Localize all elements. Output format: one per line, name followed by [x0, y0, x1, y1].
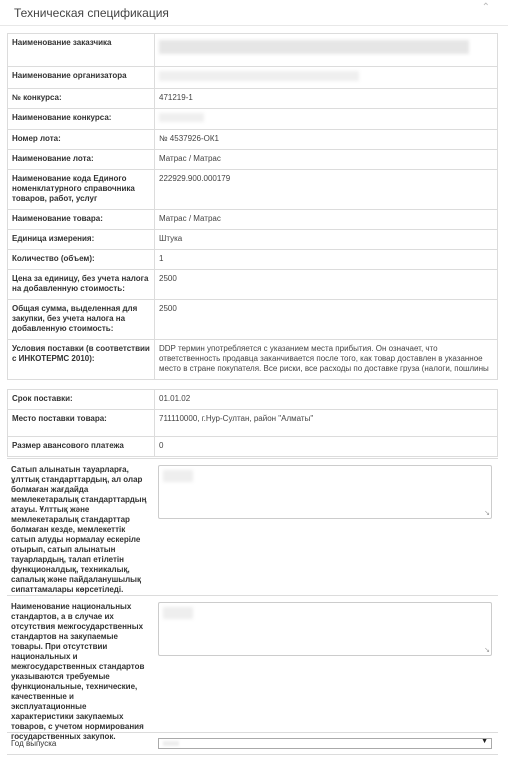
redacted-value — [159, 71, 359, 81]
table-row — [8, 390, 498, 410]
table-row — [8, 150, 498, 170]
resize-grip-icon[interactable]: ↘ — [484, 647, 490, 654]
goods-value: Матрас / Матрас — [155, 210, 498, 230]
kz-standards-label: Сатып алынатын тауарларға, ұлттық стандарттардың, ал олар болмаған жағдайда мемлекетаралық стандарттардың атауы. Ұлттық және мемлекетаралық стандарттар болмаған кезде, мемлекеттік сатып алуды нормалау ескеріле отырып, сатып алынатын тауарлардың, талап етілетін функционалдық, техникалық, сапалық және пайдаланушылық сипаттамалары көрсетіледі. — [11, 465, 147, 594]
list-item — [7, 733, 498, 755]
ru-standards-textarea[interactable] — [158, 602, 492, 656]
table-row — [8, 437, 498, 457]
lot-no-value: № 4537926-ОК1 — [155, 130, 498, 150]
customer-label: Наименование заказчика — [8, 34, 155, 67]
table-row — [8, 410, 498, 437]
resize-grip-icon[interactable]: ↘ — [484, 510, 490, 517]
advance-value: 0 — [155, 437, 498, 457]
spec-table — [7, 33, 498, 457]
contest-no-value: 471219-1 — [155, 89, 498, 109]
customer-value — [155, 34, 498, 67]
contest-no-label: № конкурса: — [8, 89, 155, 109]
term-value: 01.01.02 — [155, 390, 498, 410]
place-value: 711110000, г.Нур-Султан, район "Алматы" — [155, 410, 498, 437]
table-row — [8, 210, 498, 230]
incoterms-value: DDP термин употребляется с указанием места прибытия. Он означает, что ответственность продавца заканчивается после того, как товар доставлен в указанное место в стране покупателя. Все риски, все расходы по доставке груза (налоги, пошлины — [155, 340, 498, 380]
table-row — [8, 250, 498, 270]
qty-label: Количество (объем): — [8, 250, 155, 270]
page-title: Техническая спецификация — [14, 6, 169, 20]
list-item — [7, 459, 498, 596]
unit-value: Штука — [155, 230, 498, 250]
table-row — [8, 89, 498, 109]
table-row — [8, 67, 498, 89]
price-value: 2500 — [155, 270, 498, 300]
list-item — [7, 596, 498, 741]
ru-standards-label: Наименование национальных стандартов, а в случае их отсутствия межгосударственных стандартов на закупаемые товары. При отсутствии национальных и межгосударственных стандартов указываются требуемые функциональные, технические, качественные и эксплуатационные характеристики закупаемых товаров, с учетом нормирования государственных закупок. — [11, 602, 145, 741]
total-label: Общая сумма, выделенная для закупки, без учета налога на добавленную стоимость: — [8, 300, 155, 340]
lot-name-label: Наименование лота: — [8, 150, 155, 170]
panel-header — [0, 0, 508, 26]
standards-section — [7, 458, 498, 755]
table-row — [8, 340, 498, 380]
contest-name-value — [155, 109, 498, 130]
code-value: 222929.900.000179 — [155, 170, 498, 210]
year-label: Год выпуска — [11, 739, 57, 748]
table-row — [8, 170, 498, 210]
chevron-up-icon[interactable]: ⌃ — [481, 2, 490, 13]
year-select[interactable] — [158, 738, 492, 749]
goods-label: Наименование товара: — [8, 210, 155, 230]
lot-no-label: Номер лота: — [8, 130, 155, 150]
place-label: Место поставки товара: — [8, 410, 155, 437]
term-label: Срок поставки: — [8, 390, 155, 410]
redacted-value — [159, 40, 469, 54]
contest-name-label: Наименование конкурса: — [8, 109, 155, 130]
caret-down-icon: ▼ — [481, 738, 488, 745]
advance-label: Размер авансового платежа — [8, 437, 155, 457]
code-label: Наименование кода Единого номенклатурного справочника товаров, работ, услуг — [8, 170, 155, 210]
table-row — [8, 230, 498, 250]
table-row — [8, 300, 498, 340]
table-row — [8, 34, 498, 67]
organizer-value — [155, 67, 498, 89]
price-label: Цена за единицу, без учета налога на добавленную стоимость: — [8, 270, 155, 300]
kz-standards-textarea[interactable] — [158, 465, 492, 519]
redacted-value — [159, 113, 204, 122]
incoterms-label: Условия поставки (в соответствии с ИНКОТЕРМС 2010): — [8, 340, 155, 380]
lot-name-value: Матрас / Матрас — [155, 150, 498, 170]
organizer-label: Наименование организатора — [8, 67, 155, 89]
table-row — [8, 109, 498, 130]
table-row — [8, 270, 498, 300]
table-row — [8, 130, 498, 150]
qty-value: 1 — [155, 250, 498, 270]
unit-label: Единица измерения: — [8, 230, 155, 250]
total-value: 2500 — [155, 300, 498, 340]
